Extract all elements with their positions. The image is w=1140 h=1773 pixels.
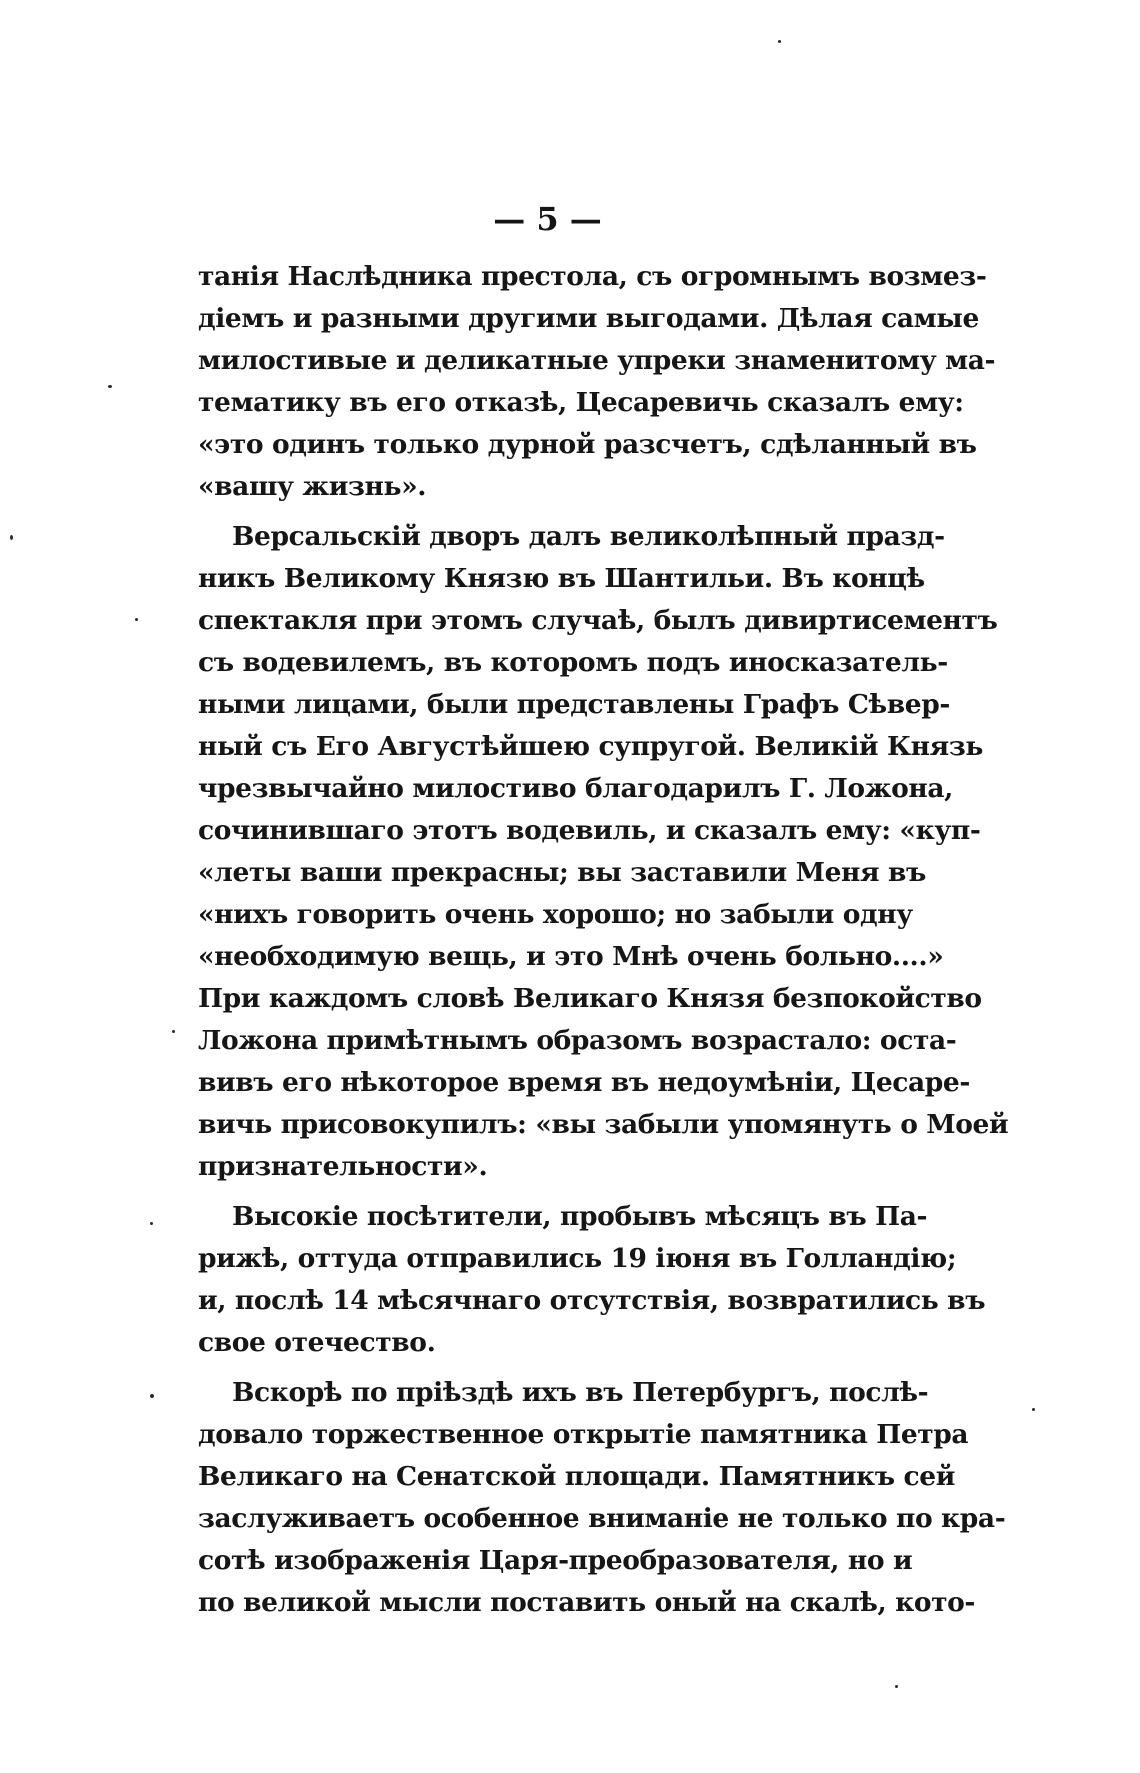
scan-speck	[778, 40, 781, 43]
text-line: съ водевилемъ, въ которомъ подъ иносказатель-	[198, 647, 948, 678]
text-line: «леты ваши прекрасны; вы заставили Меня въ	[198, 857, 926, 888]
text-line: рижѣ, оттуда отправились 19 іюня въ Голландію;	[198, 1243, 957, 1274]
text-line: «вашу жизнь».	[198, 471, 427, 502]
text-line: чрезвычайно милостиво благодарилъ Г. Ложона,	[198, 773, 953, 804]
text-line: сочинившаго этотъ водевиль, и сказалъ ему: «куп-	[198, 815, 981, 846]
text-line: «необходимую вещь, и это Мнѣ очень больно....»	[198, 941, 944, 972]
paragraph-1	[198, 256, 996, 508]
text-line: сотѣ изображенія Царя-преобразователя, но и	[198, 1545, 913, 1576]
text-line: по великой мысли поставить оный на скалѣ, кото-	[198, 1587, 976, 1618]
text-line: вичь присовокупилъ: «вы забыли упомянуть о Моей	[198, 1109, 1009, 1140]
text-line: діемъ и разными другими выгодами. Дѣлая самые	[198, 303, 979, 334]
body-text	[198, 256, 1009, 1624]
text-line: Версальскій дворъ далъ великолѣпный празд-	[232, 521, 945, 552]
text-line: Высокіе посѣтители, пробывъ мѣсяцъ въ Па-	[232, 1201, 928, 1232]
scan-speck	[108, 385, 112, 388]
text-line: вивъ его нѣкоторое время въ недоумѣніи, Цесаре-	[198, 1067, 970, 1098]
text-line: Вскорѣ по пріѣздѣ ихъ въ Петербургъ, послѣ-	[232, 1377, 929, 1408]
scan-speck	[135, 618, 138, 621]
paragraph-4	[198, 1372, 1006, 1624]
text-line: милостивые и деликатные упреки знаменитому ма-	[198, 345, 996, 376]
text-line: «нихъ говорить очень хорошо; но забыли одну	[198, 899, 913, 930]
page-number: — 5 —	[493, 200, 602, 238]
scan-speck	[172, 1030, 175, 1033]
text-line: Великаго на Сенатской площади. Памятникъ сей	[198, 1461, 955, 1492]
scan-speck	[10, 535, 13, 540]
text-line: При каждомъ словѣ Великаго Князя безпокойство	[198, 983, 982, 1014]
paragraph-3	[198, 1196, 986, 1364]
text-line: никъ Великому Князю въ Шантильи. Въ концѣ	[198, 563, 925, 594]
text-line: признательности».	[198, 1151, 488, 1182]
text-line: довало торжественное открытіе памятника Петра	[198, 1419, 969, 1450]
text-line: танія Наслѣдника престола, съ огромнымъ возмез-	[198, 261, 987, 292]
scan-speck	[1032, 1408, 1035, 1411]
scan-speck	[895, 1685, 898, 1688]
text-line: свое отечество.	[198, 1327, 436, 1358]
scan-speck	[150, 1394, 154, 1398]
text-line: тематику въ его отказѣ, Цесаревичь сказалъ ему:	[198, 387, 964, 418]
text-line: «это одинъ только дурной разсчетъ, сдѣланный въ	[198, 429, 977, 460]
text-line: заслуживаетъ особенное вниманіе не только по кра-	[198, 1503, 1006, 1534]
text-line: и, послѣ 14 мѣсячнаго отсутствія, возвратились въ	[198, 1285, 986, 1316]
text-line: спектакля при этомъ случаѣ, былъ дивиртисементъ	[198, 605, 998, 636]
text-line: Ложона примѣтнымъ образомъ возрастало: оста-	[198, 1025, 957, 1056]
scan-speck	[150, 1222, 153, 1225]
text-line: ный съ Его Августѣйшею супругой. Великій Князь	[198, 731, 983, 762]
text-line: ными лицами, были представлены Графъ Сѣвер-	[198, 689, 950, 720]
paragraph-2	[198, 516, 1009, 1188]
